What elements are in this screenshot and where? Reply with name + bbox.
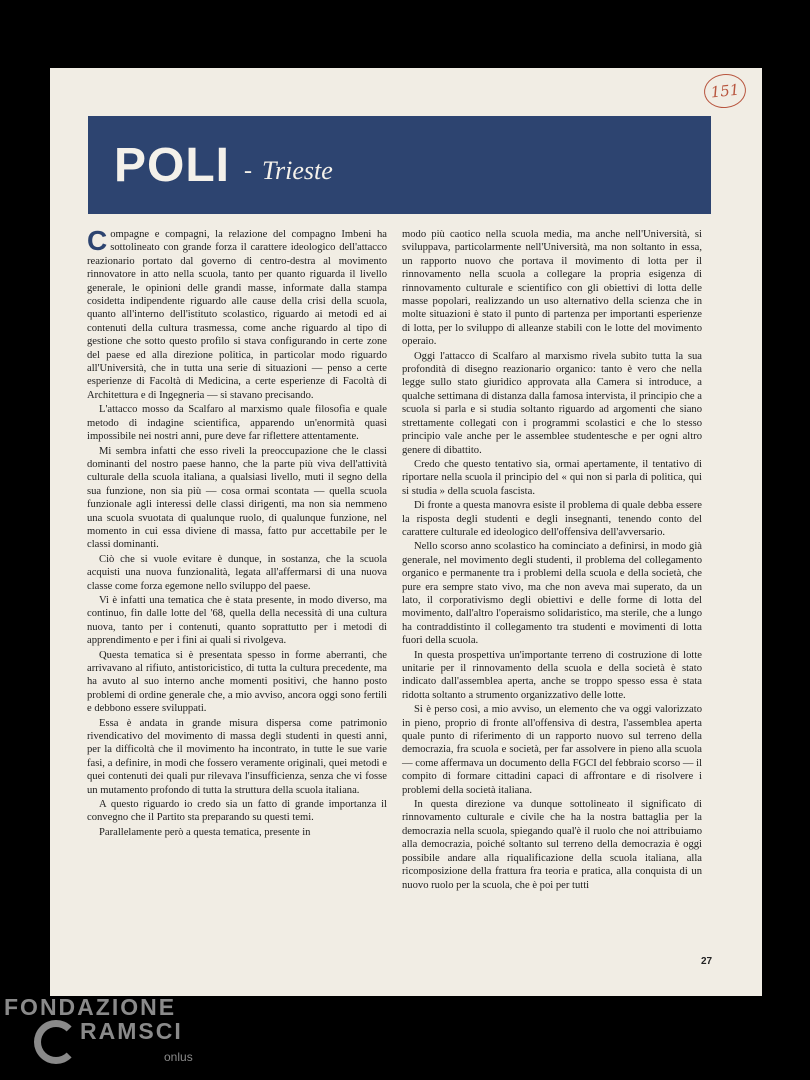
foundation-watermark-logo	[4, 994, 214, 1072]
paragraph: Credo che questo tentativo sia, ormai apertamente, il tentativo di riportare nella scuola il principio del « qui non si parla di politica, qui si studia » della scuola fascista.	[402, 458, 702, 497]
paragraph: Di fronte a questa manovra esiste il problema di quale debba essere la risposta degli studenti e degli insegnanti, tenendo conto del carattere culturale ed ideologico dell'offensiva dell'avversario.	[402, 500, 702, 538]
paragraph: A questo riguardo io credo sia un fatto di grande importanza il convegno che il Partito sta preparando su questi temi.	[87, 799, 387, 824]
page-number: 27	[701, 956, 713, 967]
paragraph: In questa prospettiva un'importante terreno di costruzione di lotte unitarie per il rinnovamento della scuola e della società è stato indicato dall'assemblea aperta, anche se troppo spesso essa è stata ridotta soltanto a strumento organizzativo delle lotte.	[402, 649, 702, 701]
paragraph: Parallelamente però a questa tematica, presente in	[99, 826, 311, 838]
paragraph: Compagne e compagni, la relazione del compagno Imbeni ha sottolineato con grande forza il carattere ideologico dell'attacco reazionario portato dal governo di centro-destra al movimento rinnovatore in atto nella scuola, tanto per quanto riguarda il livello generale, le opinioni delle grandi masse, informate dalla stampa cosidetta indipendente riguardo alle cause della crisi della scuola, quanto all'interno dell'istituto scolastico, riguardo ai metodi ed ai contenuti della cultura trasmessa, come anche riguardo al tipo di gestione che sotto questo profilo si stava configurando in certe zone del paese ed alla direzione politica, in particolar modo riguardo all'Università, che in tutta una serie di situazioni — penso a certe esperienze di Facoltà di Medicina, a certe esperienze di Facoltà di Architettura e di Ingegneria — si stavano precisando.	[87, 225, 387, 401]
handwritten-page-number: 151	[702, 72, 747, 110]
logo-line-2: RAMSCI	[80, 1018, 183, 1044]
paragraph: modo più caotico nella scuola media, ma anche nell'Università, si sviluppava, particolarmente nell'Università, ma non soltanto in essa, un rapporto nuovo che portava il movimento di lotta per il rinnovamento nella scuola a collegare la propria esigenza di rinnovamento culturale e scientifico con gli obiettivi di lotta delle masse popolari, realizzando un uso alternativo della scienza che in molte situazioni è stato il punto di partenza per importanti esperienze di lotta, per lo sviluppo di alleanze stabili con le lotte del movimento operaio.	[402, 229, 702, 348]
article-title: POLI	[114, 138, 231, 192]
paragraph: Nello scorso anno scolastico ha cominciato a definirsi, in modo già generale, nel movimento degli studenti, il problema del collegamento organico e permanente tra i problemi della scuola e della società, che pure era sempre stato vivo, ma che non aveva mai superato, da un lato, il corporativismo degli obiettivi e delle forme di lotta del movimento, dall'altro l'operaismo solidaristico, ma sterile, che a lungo ha contraddistinto il collegamento tra studenti e movimenti di lotta fuori della scuola.	[402, 541, 702, 647]
title-dash: -	[244, 157, 253, 184]
logo-g-icon	[34, 1020, 78, 1064]
paragraph: In questa direzione va dunque sottolineato il significato di rinnovamento culturale e civile che ha la nostra battaglia per la democrazia nella scuola, spiegando qual'è il ruolo che noi attribuiamo alla democrazia, poiché soltanto sul terreno della democrazia è oggi possibile andare alla riqualificazione della scuola italiana, alla ricomposizione della frattura fra teoria e pratica, alla conquista di un nuovo ruolo per la scuola, che è poi per tutti	[402, 799, 702, 891]
paragraph: Oggi l'attacco di Scalfaro al marxismo rivela subito tutta la sua profondità di disegno reazionario organico: tanto è vero che nella legge sullo stato giuridico approvata alla Camera si introduce, a qualche settimana di distanza dalla famosa intervista, il principio che a scuola si parla e si studia soltanto riguardo ad argomenti che siano strettamente collegati con i programmi scolastici e che lo stesso principio vale anche per le assemblee studentesche e per ogni altro genere di dibattito.	[402, 350, 702, 456]
paragraph: Questa tematica si è presentata spesso in forme aberranti, che arrivavano al rifiuto, antistoricistico, di tutta la cultura precedente, ma ha avuto al suo interno anche momenti positivi, che hanno posto problemi di ordine generale che, a mio avviso, ancora oggi sono fertili e debbono essere sviluppati.	[87, 649, 387, 715]
drop-cap: C	[87, 225, 108, 256]
logo-onlus: onlus	[164, 1050, 193, 1064]
paragraph: Mi sembra infatti che esso riveli la preoccupazione che le classi dominanti del nostro paese hanno, che la parte più viva dell'attività culturale della scuola italiana, a qualsiasi livello, muti il segno della sua funzione, non sia più — cosa ormai scontata — quella scuola funzionale agli interessi delle classi dirigenti, ma non sia nemmeno una scuola svuotata di qualunque ruolo, di qualunque funzione, nel momento in cui essa diviene di massa, fatto pur accettabile per le classi dominanti.	[87, 445, 387, 551]
paragraph: Essa è andata in grande misura dispersa come patrimonio rivendicativo del movimento di massa degli studenti in questi anni, per la difficoltà che il movimento ha incontrato, in tutte le sue varie fasi, a definire, in modi che fossero veramente originali, quei metodi e quei contenuti dei quali pur rilevava l'insufficienza, senza che vi fosse un mutamento profondo di tutta la struttura della scuola italiana.	[87, 717, 387, 796]
logo-line-1: FONDAZIONE	[4, 994, 177, 1020]
paragraph: Si è perso così, a mio avviso, un elemento che va oggi valorizzato in pieno, proprio di fronte all'offensiva di destra, l'assemblea aperta quale punto di riferimento di un rapporto nuovo sul terreno della democrazia, fra scuola e società, per far assolvere in pieno alla scuola — come affermava un documento della FGCI del febbraio scorso — il compito di formare cittadini capaci di affrontare e di risolvere i problemi della società italiana.	[402, 704, 702, 796]
paragraph: L'attacco mosso da Scalfaro al marxismo quale filosofia e quale metodo di indagine scientifica, apparendo un'enormità quasi impossibile nei nostri anni, pure deve far riflettere attentamente.	[87, 404, 387, 443]
document-page	[50, 68, 762, 996]
paragraph: Vi è infatti una tematica che è stata presente, in modo diverso, ma continuo, fin dalle lotte del '68, quella della necessità di una cultura nuova, tanto per i contenuti, quanto soprattutto per i metodi di apprendimento e per i fini ai quali si rivolgeva.	[87, 594, 387, 647]
text-column-left	[87, 225, 387, 840]
title-banner	[88, 116, 711, 214]
article-subtitle: Trieste	[262, 156, 333, 185]
paragraph: Ciò che si vuole evitare è dunque, in sostanza, che la scuola acquisti una nuova funzionalità, legata all'affermarsi di una nuova classe come forza egemone nello sviluppo del paese.	[87, 553, 387, 592]
text-column-right	[402, 228, 702, 893]
